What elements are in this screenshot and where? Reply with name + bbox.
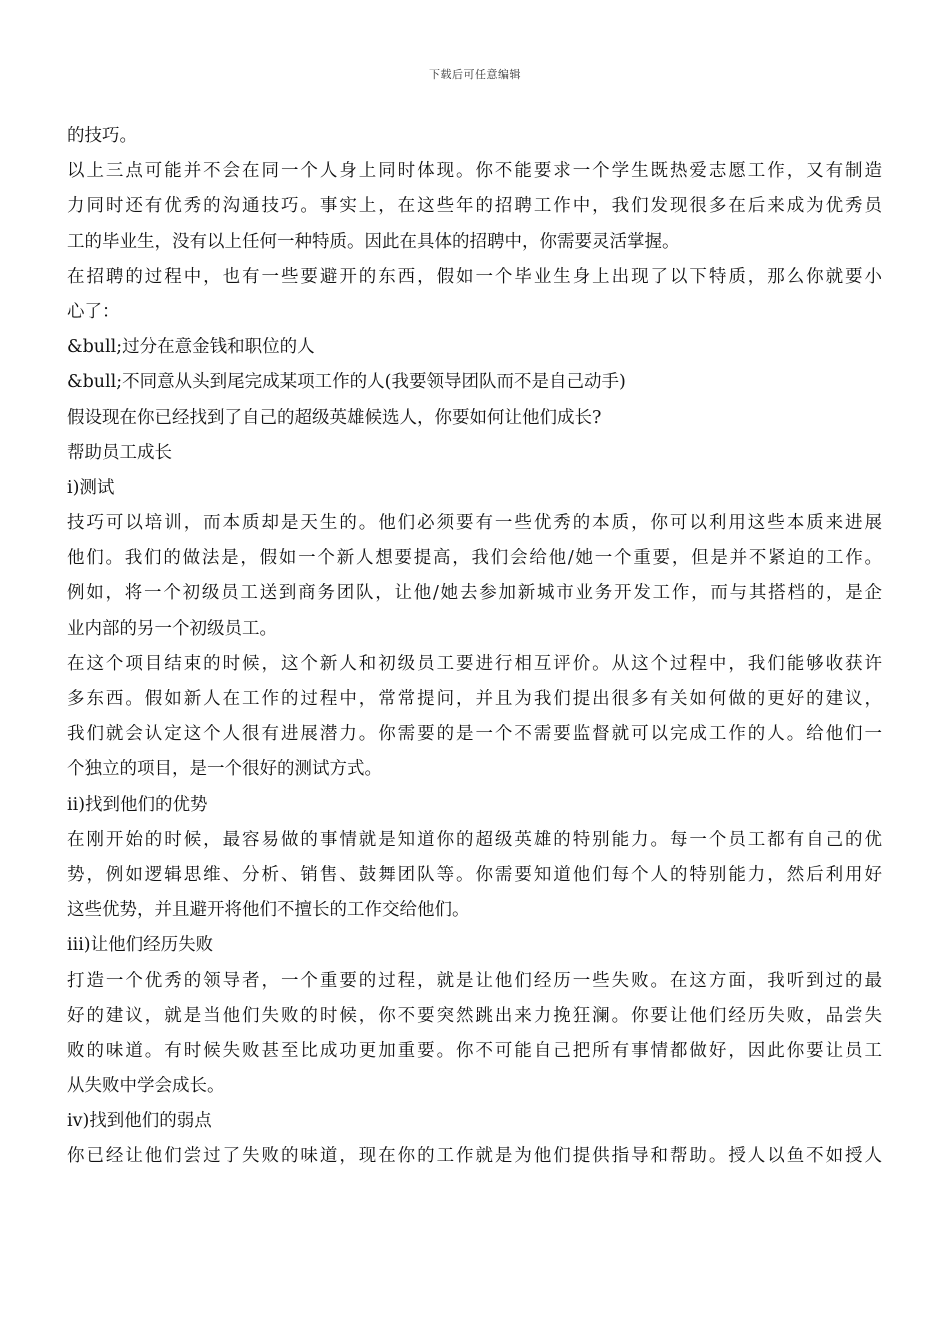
text-line: 帮助员工成长 [67, 442, 172, 463]
text-line: i)测试 [67, 477, 115, 498]
text-line: 工的毕业生，没有以上任何一种特质。因此在具体的招聘中，你需要灵活掌握。 [67, 231, 680, 252]
text-line: 个独立的项目，是一个很好的测试方式。 [67, 759, 382, 780]
text-line: 在这个项目结束的时候，这个新人和初级员工要进行相互评价。从这个过程中，我们能够收获许 [67, 653, 882, 674]
page-header: 下载后可任意编辑 [429, 68, 521, 81]
text-line: ii)找到他们的优势 [67, 794, 208, 815]
text-line: 心了： [67, 301, 120, 322]
text-line: 败的味道。有时候失败甚至比成功更加重要。你不可能自己把所有事情都做好，因此你要让员工 [67, 1040, 882, 1061]
text-line: 在招聘的过程中，也有一些要避开的东西，假如一个毕业生身上出现了以下特质，那么你就要小 [67, 266, 882, 287]
text-line: &bull;不同意从头到尾完成某项工作的人(我要领导团队而不是自己动手) [67, 372, 626, 393]
text-line: 你已经让他们尝过了失败的味道，现在你的工作就是为他们提供指导和帮助。授人以鱼不如授人 [67, 1146, 882, 1167]
text-line: 假设现在你已经找到了自己的超级英雄候选人，你要如何让他们成长? [67, 407, 602, 428]
text-line: 好的建议，就是当他们失败的时候，你不要突然跳出来力挽狂澜。你要让他们经历失败，品尝失 [67, 1005, 882, 1026]
text-line: 的技巧。 [67, 126, 137, 146]
text-line: 业内部的另一个初级员工。 [67, 618, 277, 639]
text-line: 在刚开始的时候，最容易做的事情就是知道你的超级英雄的特别能力。每一个员工都有自己的优 [67, 829, 882, 850]
text-line: 势，例如逻辑思维、分析、销售、鼓舞团队等。你需要知道他们每个人的特别能力，然后利用好 [67, 864, 882, 885]
text-line: 多东西。假如新人在工作的过程中，常常提问，并且为我们提出很多有关如何做的更好的建议， [67, 689, 882, 709]
text-line: &bull;过分在意金钱和职位的人 [67, 337, 315, 358]
text-line: 这些优势，并且避开将他们不擅长的工作交给他们。 [67, 900, 470, 921]
text-line: 力同时还有优秀的沟通技巧。事实上，在这些年的招聘工作中，我们发现很多在后来成为优秀员 [67, 196, 882, 217]
text-line: 从失败中学会成长。 [67, 1076, 225, 1097]
text-line: 例如，将一个初级员工送到商务团队，让他/她去参加新城市业务开发工作，而与其搭档的，是企 [67, 583, 882, 604]
document-body [67, 119, 882, 1175]
text-line: 以上三点可能并不会在同一个人身上同时体现。你不能要求一个学生既热爱志愿工作，又有制造 [67, 161, 882, 182]
text-line: 我们就会认定这个人很有进展潜力。你需要的是一个不需要监督就可以完成工作的人。给他们一 [67, 724, 882, 745]
text-line: 技巧可以培训，而本质却是天生的。他们必须要有一些优秀的本质，你可以利用这些本质来进展 [67, 513, 882, 534]
text-line: iii)让他们经历失败 [67, 935, 214, 956]
text-line: 他们。我们的做法是，假如一个新人想要提高，我们会给他/她一个重要，但是并不紧迫的工作。 [67, 548, 882, 569]
text-line: 打造一个优秀的领导者，一个重要的过程，就是让他们经历一些失败。在这方面，我听到过的最 [67, 970, 882, 991]
text-line: iv)找到他们的弱点 [67, 1111, 212, 1132]
